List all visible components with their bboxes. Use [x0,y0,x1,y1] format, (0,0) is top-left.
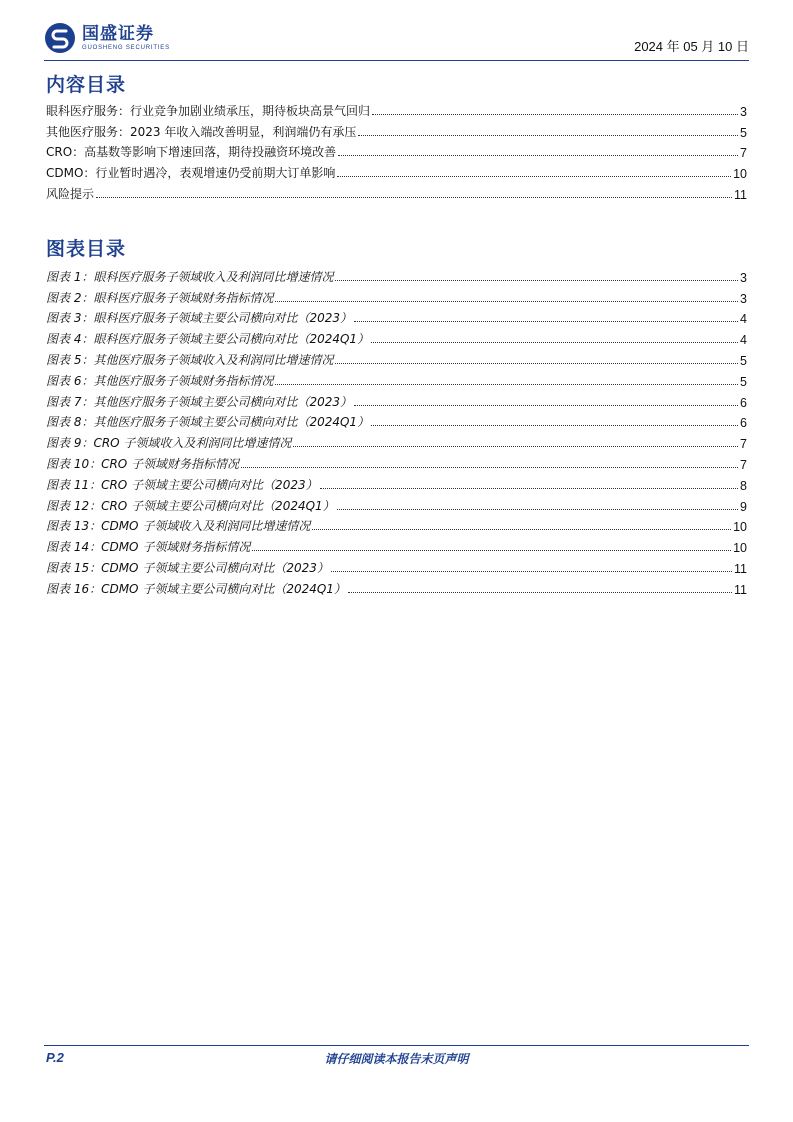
dot-leader [293,446,738,447]
figure-entry-page: 8 [740,478,747,493]
dot-leader [320,488,738,489]
contents-entry-label: CDMO：行业暂时遇冷，表观增速仍受前期大订单影响 [46,166,336,181]
figure-entry-label: 图表 9：CRO 子领域收入及利润同比增速情况 [46,436,292,451]
figure-entry[interactable] [46,576,747,597]
header-divider [44,60,749,61]
figures-list [46,264,747,597]
dot-leader [354,321,738,322]
contents-entry-page: 11 [734,187,747,202]
contents-entry[interactable] [46,98,747,119]
contents-entry[interactable] [46,181,747,202]
dot-leader [275,301,738,302]
figure-entry-label: 图表 10：CRO 子领域财务指标情况 [46,456,240,471]
logo-mark-icon [44,22,76,54]
figure-entry-page: 7 [740,437,747,452]
dot-leader [252,550,731,551]
contents-entry-page: 3 [740,104,747,119]
figure-entry-label: 图表 2：眼科医疗服务子领域财务指标情况 [46,290,274,305]
dot-leader [371,342,738,343]
dot-leader [335,363,738,364]
figure-entry-page: 3 [740,291,747,306]
dot-leader [348,592,732,593]
dot-leader [358,135,738,136]
figures-title: 图表目录 [46,238,127,260]
figure-entry-label: 图表 15：CDMO 子领域主要公司横向对比（2023） [46,560,329,575]
page-header [44,20,749,60]
contents-entry[interactable] [46,160,747,181]
contents-entry-label: CRO：高基数等影响下增速回落，期待投融资环境改善 [46,145,337,160]
contents-title: 内容目录 [46,74,127,96]
dot-leader [331,571,732,572]
contents-entry-page: 10 [733,167,747,182]
figure-entry[interactable] [46,264,747,285]
dot-leader [312,529,731,530]
figure-entry-page: 10 [733,520,747,535]
figure-entry[interactable] [46,306,747,327]
figure-entry-label: 图表 13：CDMO 子领域收入及利润同比增速情况 [46,519,311,534]
logo-chinese-name: 国盛证券 [82,23,154,44]
figure-entry[interactable] [46,451,747,472]
figure-entry[interactable] [46,326,747,347]
footer-divider [44,1045,749,1046]
dot-leader [371,425,738,426]
contents-entry-page: 7 [740,146,747,161]
figure-entry[interactable] [46,555,747,576]
contents-entry-page: 5 [740,125,747,140]
figure-entry-page: 4 [740,333,747,348]
contents-entry[interactable] [46,140,747,161]
dot-leader [96,197,732,198]
dot-leader [338,155,738,156]
contents-entry-label: 眼科医疗服务：行业竞争加剧业绩承压，期待板块高景气回归 [46,103,371,118]
figure-entry-page: 9 [740,499,747,514]
figure-entry-label: 图表 6：其他医疗服务子领域财务指标情况 [46,373,274,388]
dot-leader [275,384,738,385]
figure-entry-page: 11 [734,582,747,597]
figure-entry[interactable] [46,285,747,306]
figure-entry[interactable] [46,430,747,451]
figure-entry[interactable] [46,493,747,514]
dot-leader [337,176,731,177]
figure-entry-page: 7 [740,457,747,472]
figure-entry-page: 5 [740,353,747,368]
figure-entry-page: 4 [740,312,747,327]
dot-leader [372,114,738,115]
figure-entry[interactable] [46,410,747,431]
figure-entry-page: 5 [740,374,747,389]
figure-entry-page: 6 [740,395,747,410]
figure-entry-label: 图表 8：其他医疗服务子领域主要公司横向对比（2024Q1） [46,415,370,430]
figure-entry-label: 图表 3：眼科医疗服务子领域主要公司横向对比（2023） [46,311,352,326]
figure-entry-label: 图表 5：其他医疗服务子领域收入及利润同比增速情况 [46,352,334,367]
figure-entry[interactable] [46,472,747,493]
figure-entry-label: 图表 7：其他医疗服务子领域主要公司横向对比（2023） [46,394,352,409]
dot-leader [335,280,738,281]
contents-entry-label: 风险提示 [46,186,95,201]
contents-list [46,98,747,202]
dot-leader [354,405,738,406]
figure-entry[interactable] [46,514,747,535]
dot-leader [241,467,738,468]
contents-entry-label: 其他医疗服务：2023 年收入端改善明显，利润端仍有承压 [46,124,357,139]
figure-entry-label: 图表 11：CRO 子领域主要公司横向对比（2023） [46,477,318,492]
dot-leader [337,509,738,510]
footer-disclaimer: 请仔细阅读本报告末页声明 [324,1052,469,1066]
figure-entry-label: 图表 14：CDMO 子领域财务指标情况 [46,540,251,555]
page-number: P.2 [46,1050,64,1065]
figure-entry-label: 图表 1：眼科医疗服务子领域收入及利润同比增速情况 [46,269,334,284]
figure-entry-label: 图表 4：眼科医疗服务子领域主要公司横向对比（2024Q1） [46,332,370,347]
figure-entry-page: 11 [734,561,747,576]
figure-entry-label: 图表 16：CDMO 子领域主要公司横向对比（2024Q1） [46,581,346,596]
figure-entry-page: 6 [740,416,747,431]
figure-entry-label: 图表 12：CRO 子领域主要公司横向对比（2024Q1） [46,498,335,513]
figure-entry[interactable] [46,368,747,389]
report-date: 2024 年 05 月 10 日 [634,39,749,54]
company-logo [44,22,170,54]
figure-entry-page: 10 [733,541,747,556]
figure-entry-page: 3 [740,270,747,285]
figure-entry[interactable] [46,347,747,368]
contents-entry[interactable] [46,119,747,140]
figure-entry[interactable] [46,389,747,410]
figure-entry[interactable] [46,534,747,555]
logo-english-name: GUOSHENG SECURITIES [82,44,170,51]
